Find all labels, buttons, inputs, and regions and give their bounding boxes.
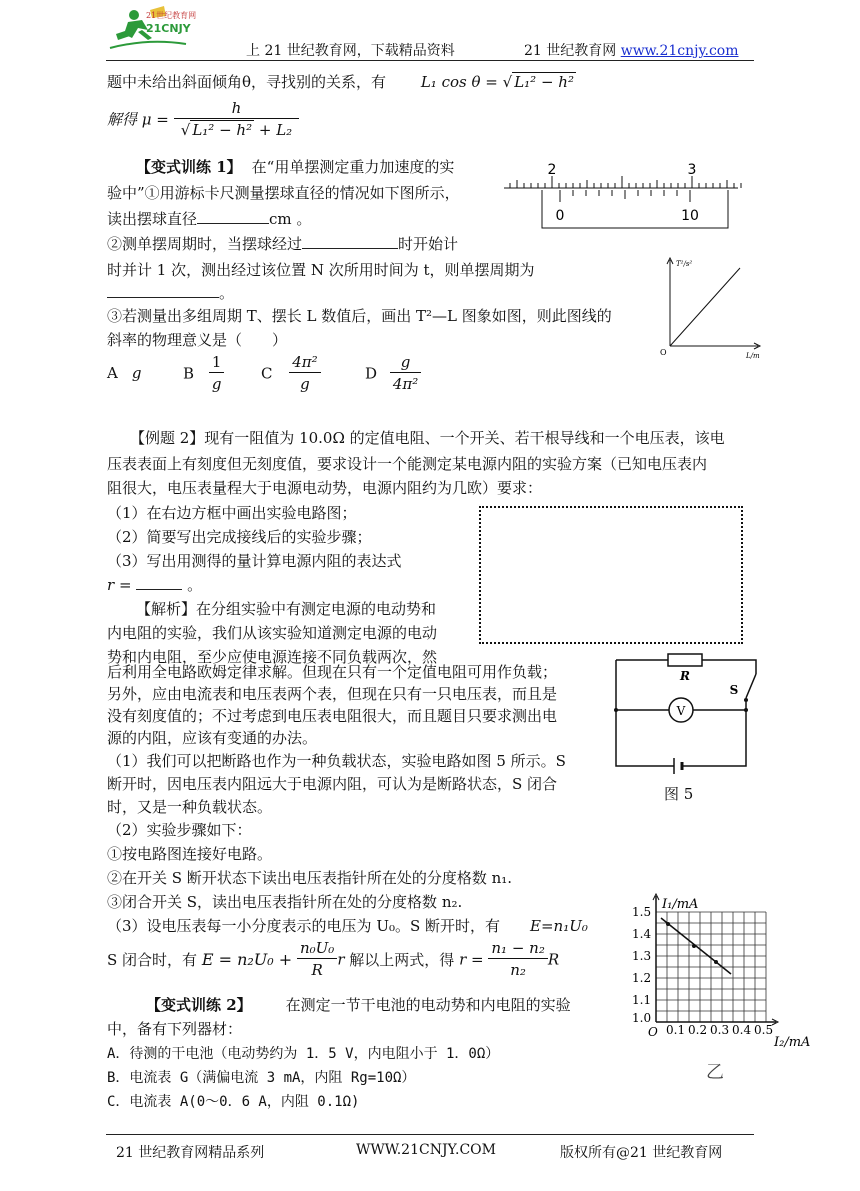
- graph1-origin: O: [660, 348, 667, 357]
- sol-line7: 源的内阻，应该有变通的办法。: [107, 729, 318, 747]
- vernier-label-10: 10: [681, 208, 699, 224]
- ex1-line1: [136, 157, 454, 177]
- ex1-line3: [107, 209, 311, 229]
- ex2-line2: 压表表面上有刻度但无刻度值，要求设计一个能测定某电源内阻的实验方案（已知电压表内: [107, 455, 708, 473]
- opt-a-label: A: [107, 364, 118, 382]
- sol-line1: 【解析】在分组实验中有测定电源的电动势和: [136, 600, 437, 618]
- resistor-label: R: [680, 669, 690, 683]
- sol-line2: 内电阻的实验，我们从该实验知道测定电源的电动: [107, 624, 438, 642]
- main-label-3: 3: [687, 162, 697, 178]
- opt-b-frac: [209, 352, 225, 395]
- opt-a[interactable]: [107, 364, 141, 382]
- diameter-blank[interactable]: [197, 209, 269, 224]
- sol-line9: 断开时，因电压表内阻远大于电源内阻，可认为是断路状态，S 闭合: [107, 775, 558, 793]
- top-line1-text: 题中未给出斜面倾角θ，寻找别的关系，有: [107, 73, 387, 91]
- sol-line11: （2）实验步骤如下：: [107, 821, 252, 839]
- ex1-text3a: 读出摆球直径: [107, 210, 198, 228]
- graph2-ytick-label: 1.5: [632, 905, 652, 919]
- mu-den: √ L₁² − h² + L₂: [180, 121, 293, 139]
- ex1-text4b: 时开始计: [398, 235, 459, 253]
- period-blank[interactable]: [107, 283, 219, 298]
- graph2-xtick-label: 0.4: [732, 1023, 752, 1037]
- opt-b-num: 1: [209, 352, 225, 373]
- sqrt-sign: √: [502, 73, 513, 91]
- vernier-label-0: 0: [555, 208, 565, 224]
- ex3-item-a: A．待测的干电池（电动势约为 1．5 V，内电阻小于 1．0Ω）: [107, 1046, 500, 1062]
- opt-c-frac: [289, 352, 320, 395]
- opt-d-frac: [390, 352, 421, 395]
- opt-d-den: 4π²: [392, 375, 419, 393]
- top-line2: [107, 98, 299, 141]
- ex2-q1: （1）在右边方框中画出实验电路图；: [107, 504, 357, 522]
- graph2-ytick-label: 1.1: [632, 993, 652, 1007]
- sol-line14: ③闭合开关 S，读出电压表指针所在处的分度格数 n₂.: [107, 893, 463, 911]
- sol-eq2-R: R: [547, 950, 560, 969]
- resistance-blank[interactable]: [136, 575, 182, 590]
- opt-c-num: 4π²: [289, 352, 320, 373]
- mu-num: h: [174, 98, 300, 119]
- sol-line3: 势和内电阻，至少应使电源连接不同负载两次，然: [107, 648, 438, 666]
- graph2-caption: 乙: [706, 1062, 724, 1083]
- sol-eq1-frac: [297, 938, 337, 981]
- main-scale-ticks: [510, 176, 741, 188]
- vernier-caliper: [502, 160, 742, 232]
- graph2-ytick-label: 1.0: [632, 1011, 652, 1025]
- footer-right: 版权所有@21 世纪教育网: [560, 1145, 723, 1161]
- formula-lhs: L₁ cos θ =: [420, 73, 498, 91]
- ex2-q2: （2）简要写出完成接线后的实验步骤；: [107, 528, 372, 546]
- sol-line8: （1）我们可以把断路也作为一种负载状态，实验电路如图 5 所示。S: [107, 752, 566, 770]
- sol-eq1-den: R: [311, 961, 323, 979]
- opt-b-den: g: [211, 375, 222, 393]
- opt-d-label: D: [365, 364, 378, 383]
- header-center: 上 21 世纪教育网，下载精品资料: [246, 43, 455, 59]
- opt-b-label: B: [183, 364, 195, 383]
- graph2-ylabel: I₁/mA: [662, 897, 699, 912]
- sol-line12: ①按电路图连接好电路。: [107, 845, 273, 863]
- ex1-line7: ③若测量出多组周期 T、摆长 L 数值后，画出 T²—L 图象如图，则此图线的: [107, 307, 612, 325]
- ex2-r-eq: r =: [107, 576, 132, 594]
- formula-radicand: L₁² − h²: [514, 73, 574, 91]
- ex3-line2: 中，备有下列器材：: [107, 1020, 243, 1038]
- sol-line4: 后利用全电路欧姆定律求解。但现在只有一个定值电阻可用作负载；: [107, 663, 558, 681]
- graph2-ytick-label: 1.3: [632, 949, 652, 963]
- graph2-xtick-label: 0.2: [688, 1023, 708, 1037]
- ex2-line1: 【例题 2】现有一阻值为 10.0Ω 的定值电阻、一个开关、若干根导线和一个电压表，该电: [130, 429, 725, 447]
- ex2-q3b: [107, 575, 202, 595]
- opt-a-value: g: [131, 364, 142, 382]
- ex1-text1: 在“用单摆测定重力加速度的实: [251, 158, 455, 176]
- sol-line13: ②在开关 S 断开状态下读出电压表指针所在处的分度格数 n₁.: [107, 869, 513, 887]
- opt-b[interactable]: [183, 352, 224, 395]
- ex1-line6: [107, 283, 234, 303]
- graph2-ytick-label: 1.2: [632, 971, 652, 985]
- graph2-xtick-labels: [666, 1023, 773, 1037]
- top-line1: [107, 72, 576, 92]
- opt-d-num: g: [390, 352, 421, 373]
- switch-label: S: [729, 683, 739, 697]
- ex1-line8: 斜率的物理意义是（ ）: [107, 331, 288, 349]
- footer-rule: [106, 1134, 754, 1135]
- resistor-icon: [668, 654, 702, 666]
- graph1-ylabel: T²/s²: [676, 260, 693, 268]
- logo-text: 21世纪教育网: [146, 11, 197, 20]
- vernier-scale-ticks: [560, 190, 690, 202]
- ex2-line3: 阻很大，电压表量程大于电源电动势，电源内阻约为几欧）要求：: [107, 479, 543, 497]
- graph2-xtick-label: 0.1: [666, 1023, 686, 1037]
- logo-sub: 21CNJY: [146, 22, 191, 35]
- graph2-ytick-label: 1.4: [632, 927, 652, 941]
- graph2-point: [692, 944, 696, 948]
- sol-eq1: E = n₂U₀ +: [201, 950, 293, 969]
- main-label-2: 2: [547, 162, 557, 178]
- ex2-q3: （3）写出用测得的量计算电源内阻的表达式: [107, 552, 402, 570]
- voltmeter-label: V: [676, 704, 686, 718]
- ex1-line2: 验中”①用游标卡尺测量摆球直径的情况如下图所示，: [107, 184, 460, 202]
- ex3-line1: [146, 995, 571, 1015]
- ex3-title: 【变式训练 2】: [146, 996, 252, 1014]
- mu-fraction: [174, 98, 300, 141]
- figure-5-caption: 图 5: [664, 785, 694, 803]
- graph2-grid: [656, 912, 766, 1022]
- ex1-text6: 。: [219, 284, 235, 302]
- ex1-line5: 时并计 1 次，测出经过该位置 N 次所用时间为 t，则单摆周期为: [107, 261, 535, 279]
- ex1-line4: [107, 234, 458, 254]
- sol-line15b: E=n₁U₀: [530, 917, 588, 935]
- sol-eq2-frac: [488, 938, 547, 981]
- sol-eq1-num: n₀U₀: [297, 938, 337, 959]
- ex1-text4a: ②测单摆周期时，当摆球经过: [107, 235, 303, 253]
- opt-d[interactable]: [365, 352, 421, 395]
- t2-l-graph: [650, 254, 772, 364]
- switch-icon: [746, 674, 756, 698]
- graph2-xlabel: I₂/mA: [774, 1035, 811, 1050]
- sol-line15a: （3）设电压表每一小分度表示的电压为 U₀。S 断开时，有: [107, 917, 501, 935]
- mu-den-rad: L₁² − h²: [192, 121, 253, 139]
- graph2-origin: O: [648, 1025, 658, 1039]
- i1-i2-graph: [628, 892, 828, 1052]
- circuit-figure-5: [606, 646, 766, 780]
- ex2-q3b-tail: 。: [187, 576, 203, 594]
- header-link[interactable]: www.21cnjy.com: [620, 43, 739, 59]
- sol-line15: [107, 916, 588, 936]
- position-blank[interactable]: [302, 234, 398, 249]
- ex3-item-b: B．电流表 G（满偏电流 3 mA，内阻 Rg=10Ω）: [107, 1070, 416, 1086]
- graph2-xtick-label: 0.5: [754, 1023, 774, 1037]
- sol-eq2-num: n₁ − n₂: [488, 938, 547, 959]
- opt-c[interactable]: [261, 352, 321, 395]
- ex3-item-c: C．电流表 A(0～0．6 A，内阻 0.1Ω): [107, 1094, 360, 1110]
- mu-den-tail: + L₂: [258, 121, 293, 139]
- sol-eq2-lhs: r =: [459, 950, 484, 969]
- sol-line16a: S 闭合时，有: [107, 951, 198, 969]
- graph2-xtick-label: 0.3: [710, 1023, 730, 1037]
- sol-line16: [107, 938, 559, 981]
- sol-line10: 时，又是一种负载状态。: [107, 798, 273, 816]
- sol-eq2-den: n₂: [510, 961, 526, 979]
- header-right: [524, 40, 739, 60]
- sol-line5: 另外，应由电流表和电压表两个表，但现在只有一只电压表，而且是: [107, 685, 558, 703]
- footer-left: 21 世纪教育网精品系列: [116, 1145, 265, 1161]
- sol-eq1-r: r: [337, 950, 345, 969]
- header-rule: [106, 60, 754, 61]
- mu-eq: 解得 μ =: [107, 110, 169, 129]
- graph1-xlabel: L/m: [746, 352, 760, 360]
- sol-line6: 没有刻度值的；不过考虑到电压表电阻很大，而且题目只要求测出电: [107, 707, 558, 725]
- graph2-point: [666, 922, 670, 926]
- sol-line16-mid: 解以上两式，得: [349, 951, 455, 969]
- graph2-point: [714, 960, 718, 964]
- ex1-text3b: cm 。: [269, 210, 312, 228]
- ex1-title: 【变式训练 1】: [136, 158, 242, 176]
- opt-c-den: g: [300, 375, 310, 393]
- ex3-t1: 在测定一节干电池的电动势和内电阻的实验: [285, 996, 571, 1014]
- header-right-prefix: 21 世纪教育网: [524, 43, 621, 59]
- circuit-answer-box[interactable]: [479, 506, 743, 644]
- footer-center: WWW.21CNJY.COM: [356, 1142, 496, 1158]
- opt-c-label: C: [261, 364, 273, 383]
- t2-l-line: [670, 268, 740, 346]
- graph2-ytick-labels: [632, 905, 651, 1025]
